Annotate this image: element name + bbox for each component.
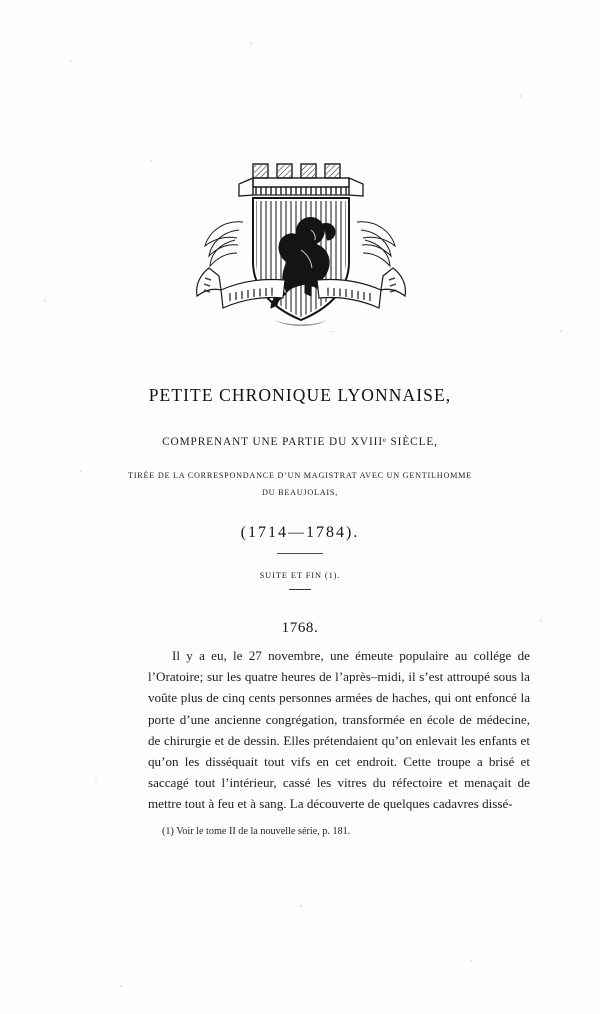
svg-text:. .: . . (331, 329, 335, 334)
paper-speck (520, 95, 522, 97)
lyon-coat-of-arms-engraving (135, 150, 465, 365)
body-text (148, 645, 530, 815)
page-title: PETITE CHRONIQUE LYONNAISE, (148, 385, 452, 405)
paper-speck (470, 960, 472, 962)
paper-speck (300, 905, 302, 907)
paper-speck (95, 780, 97, 782)
subtitle-primary: COMPRENANT UNE PARTIE DU XVIIIᵉ SIÈCLE, (162, 436, 438, 448)
subtitle-secondary-line-1: TIRÉE DE LA CORRESPONDANCE D’UN MAGISTRAT AVEC UN GENTILHOMME (128, 471, 472, 480)
divider-rule (277, 553, 323, 554)
year-heading: 1768. (281, 620, 319, 636)
suite-note: SUITE ET FIN (1). (259, 570, 341, 580)
paper-speck (120, 985, 122, 987)
subtitle-secondary (0, 468, 600, 502)
title-block (0, 385, 600, 590)
date-range: (1714—1784). (240, 523, 360, 541)
emblem-container (0, 150, 600, 365)
paper-speck (250, 42, 252, 44)
divider-rule-short (289, 589, 311, 591)
body-paragraph: Il y a eu, le 27 novembre, une émeute populaire au collége de l’Oratoire; sur les quatre heures de l’après–midi, il s’est attroupé sous la voûte plus de cinq cents personnes armées de haches, qui ont enfoncé la porte d’une ancienne congrégation, transformée en école de médecine, de chirurgie et de dessin. Elles prétendaient qu’on enlevait les enfants et qu’on les disséquait tout vifs en cet endroit. Cette troupe a brisé et saccagé tout l’intérieur, cassé les vitres du réfectoire et menaçait de mettre tout à feu et à sang. La découverte de quelques cadavres dissé- (148, 648, 530, 812)
footnote: (1) Voir le tome II de la nouvelle série, p. 181. (162, 826, 351, 837)
paper-speck (70, 60, 72, 62)
subtitle-secondary-line-2: DU BEAUJOLAIS, (262, 487, 338, 497)
